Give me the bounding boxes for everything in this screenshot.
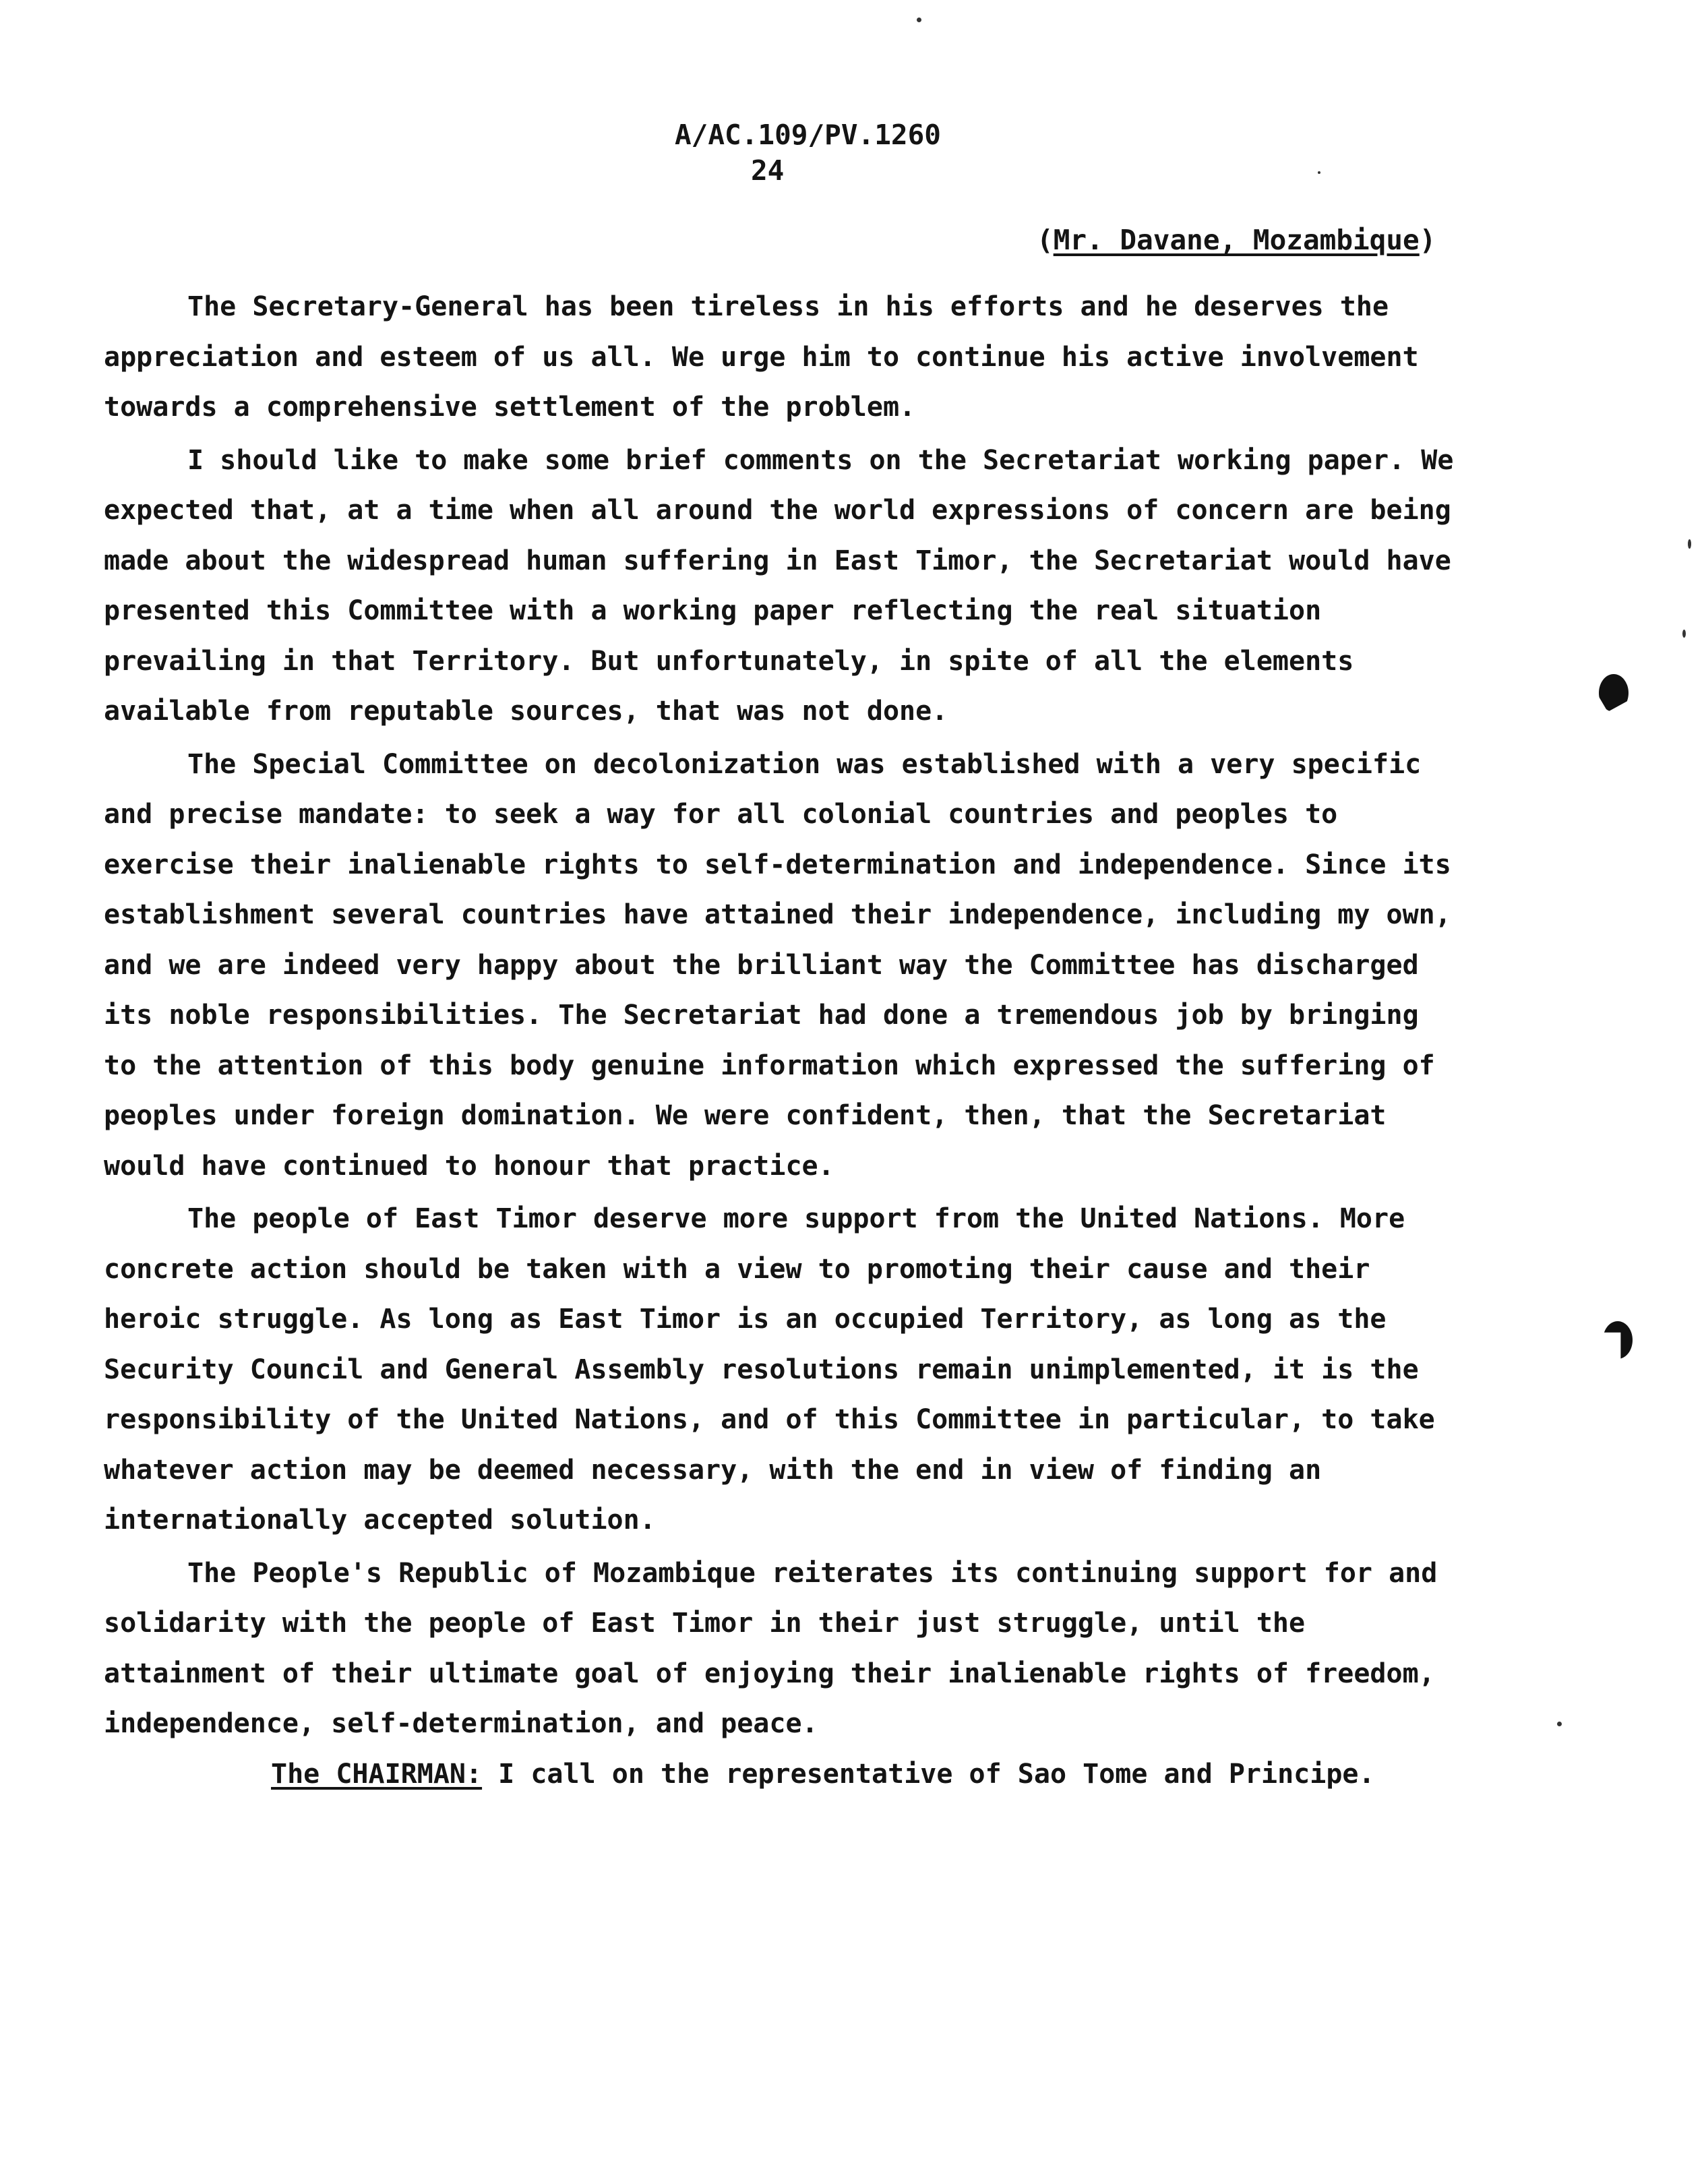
- speaker-attribution: [1037, 224, 1436, 256]
- punch-hole-mark: [1603, 1321, 1633, 1359]
- speaker-close-paren: ): [1419, 224, 1436, 256]
- statement-body: [104, 282, 1459, 1799]
- punch-hole-mark: [1599, 674, 1629, 712]
- paragraph-mozambique-solidarity: The People's Republic of Mozambique reiterates its continuing support for and solidarity with the people of East Timor in their just struggle, until the attainment of their ultimate goal of enjoying their inalienable rights of freedom, independence, self-determination, and peace.: [104, 1557, 1438, 1739]
- paragraph-working-paper: I should like to make some brief comments on the Secretariat working paper. We expected that, at a time when all around the world expressions of concern are being made about the widespread human suffering in East Timor, the Secretariat would have presented this Committee with a working paper reflecting the real situation prevailing in that Territory. But unfortunately, in spite of all the elements available from reputable sources, that was not done.: [104, 444, 1454, 727]
- scan-speck: [1557, 1722, 1562, 1726]
- chairman-line: [104, 1749, 1459, 1800]
- document-symbol: A/AC.109/PV.1260: [675, 119, 941, 151]
- page-number: 24: [751, 154, 785, 187]
- scan-speck: [1318, 171, 1320, 174]
- paragraph-secretary-general: The Secretary-General has been tireless in his efforts and he deserves the appreciation and esteem of us all. We urge him to continue his active involvement towards a comprehensive settlement of the problem.: [104, 291, 1419, 423]
- scan-speck: [1682, 630, 1686, 638]
- paragraph-east-timor-support: The people of East Timor deserve more support from the United Nations. More concrete action should be taken with a view to promoting their cause and their heroic struggle. As long as East Timor is an occupied Territory, as long as the Security Council and General Assembly resolutions remain unimplemented, it is the responsibility of the United Nations, and of this Committee in particular, to take whatever action may be deemed necessary, with the end in view of finding an internationally accepted solution.: [104, 1203, 1435, 1536]
- speaker-open-paren: (: [1037, 224, 1054, 256]
- scan-speck: [1688, 539, 1691, 549]
- scan-speck: [917, 18, 921, 22]
- chairman-label: The CHAIRMAN:: [271, 1758, 483, 1790]
- paragraph-special-committee: The Special Committee on decolonization was established with a very specific and precise mandate: to seek a way for all colonial countries and peoples to exercise their inalienable rights to self-determination and independence. Since its establishment several countries have attained their independence, including my own, and we are indeed very happy about the brilliant way the Committee has discharged its noble responsibilities. The Secretariat had done a tremendous job by bringing to the attention of this body genuine information which expressed the suffering of peoples under foreign domination. We were confident, then, that the Secretariat would have continued to honour that practice.: [104, 748, 1451, 1182]
- speaker-name-country: Mr. Davane, Mozambique: [1053, 224, 1420, 256]
- chairman-text: I call on the representative of Sao Tome and Principe.: [482, 1758, 1375, 1790]
